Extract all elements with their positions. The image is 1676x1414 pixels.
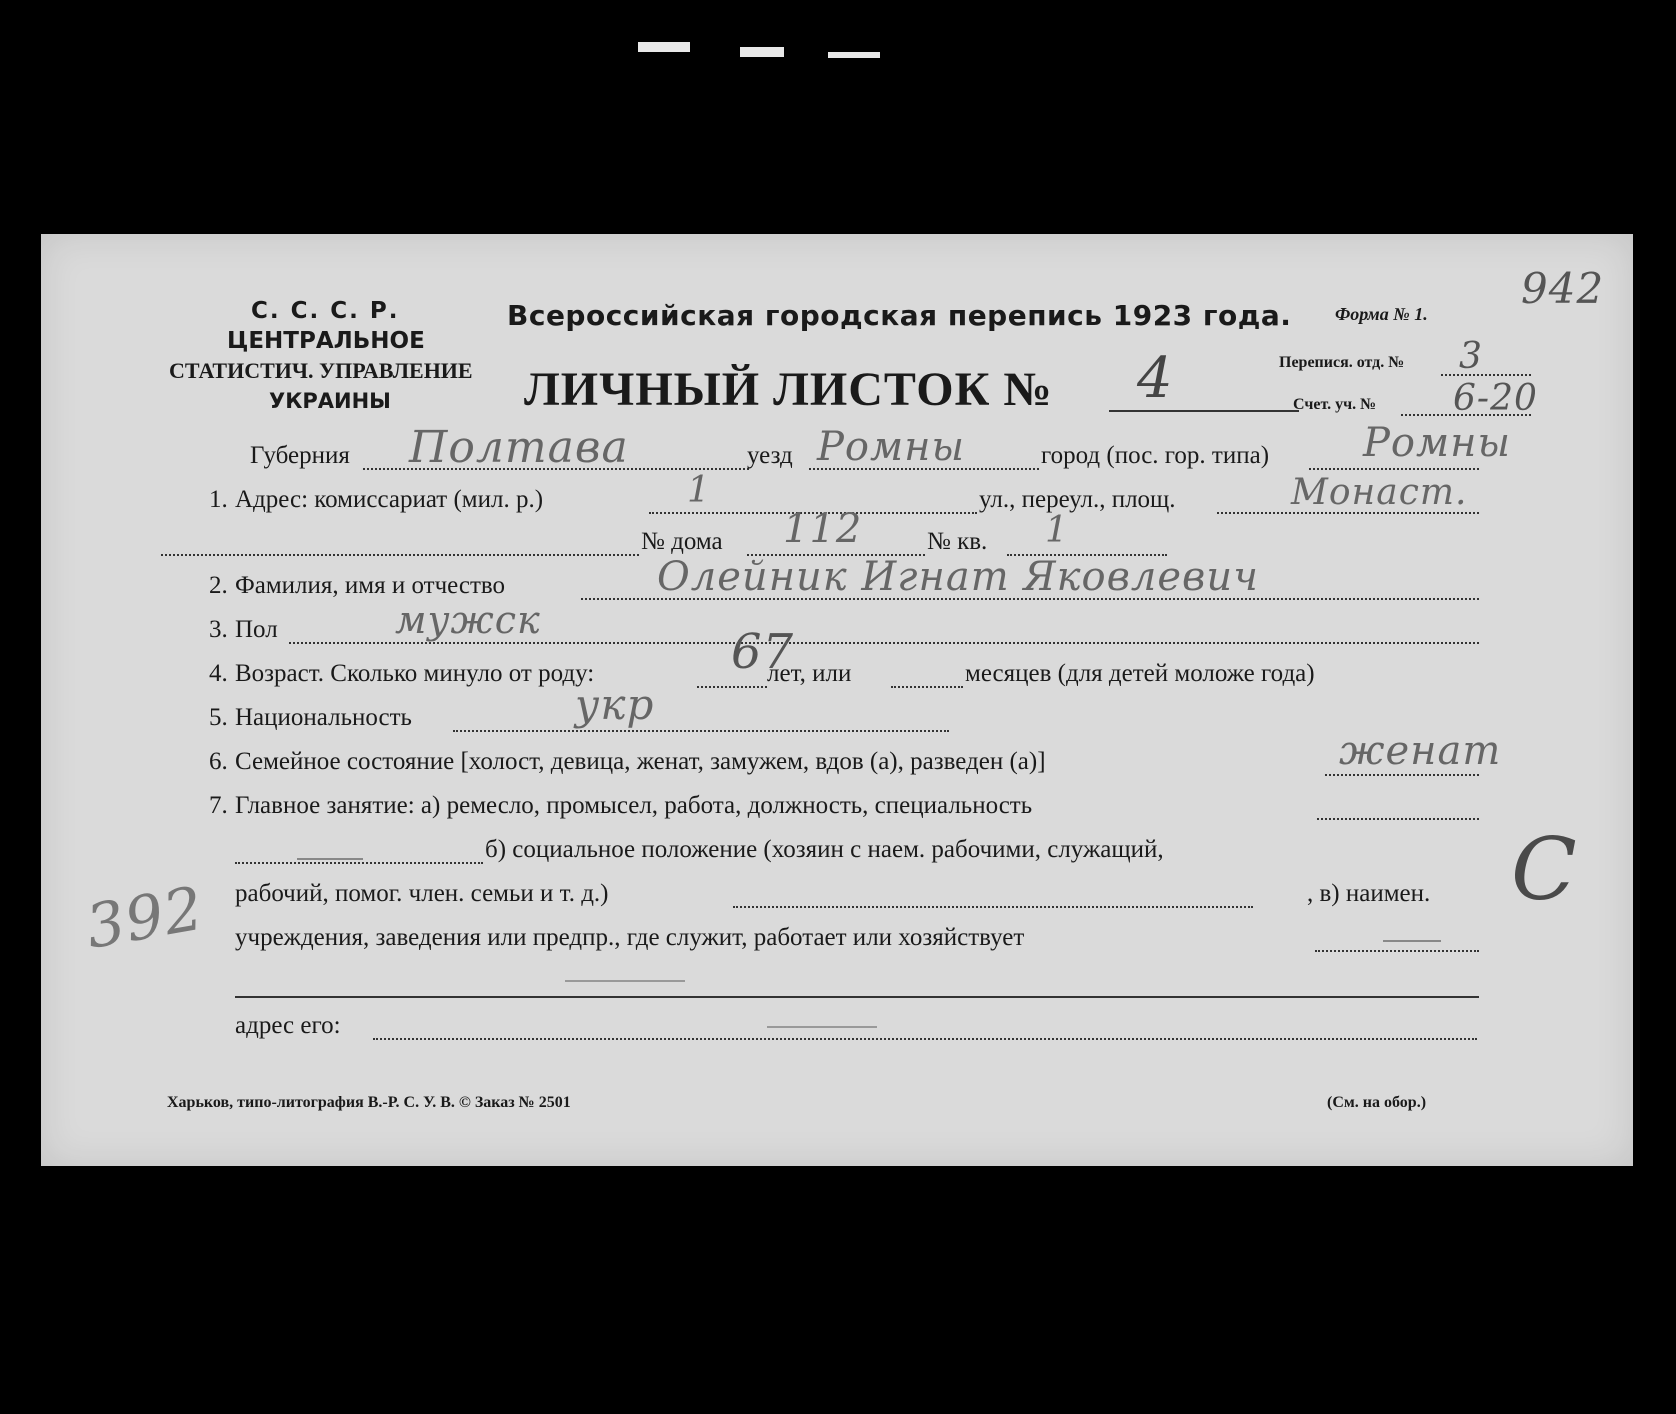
hw-street: Монаст. — [1291, 472, 1468, 513]
hw-archive-number: 942 — [1521, 264, 1605, 313]
q7-b2: рабочий, помог. член. семьи и т. д.) — [235, 880, 609, 907]
months-line — [891, 686, 963, 688]
q7-c: , в) наимен. — [1307, 880, 1431, 907]
pencil-stroke-1 — [297, 858, 363, 860]
occupation-line — [1317, 818, 1479, 820]
film-mark-2 — [740, 47, 784, 57]
uezd-label: уезд — [747, 442, 793, 469]
hw-age: 67 — [731, 624, 795, 680]
marital-line — [1325, 774, 1479, 776]
hw-census-dept: 3 — [1459, 336, 1483, 377]
org-line-3: СТАТИСТИЧ. УПРАВЛЕНИЕ — [169, 358, 473, 383]
film-mark-3 — [828, 52, 880, 58]
hw-district: 1 — [687, 470, 711, 511]
street-label: ул., переул., площ. — [979, 486, 1176, 513]
q1-number: 1. — [209, 486, 228, 513]
census-dept-line — [1441, 374, 1531, 376]
workplace-line — [1315, 950, 1479, 952]
address-extra-line — [161, 554, 639, 556]
form-number: Форма № 1. — [1335, 304, 1428, 324]
hw-sex: мужск — [395, 598, 541, 642]
q4-years: лет, или — [767, 660, 852, 687]
occupation-cont-line — [235, 862, 483, 864]
pencil-stroke-4 — [767, 1026, 877, 1028]
guberniya-label: Губерния — [250, 442, 350, 469]
q7-c2: учреждения, заведения или предпр., где служит, работает или хозяйствует — [235, 924, 1025, 951]
census-card — [41, 234, 1633, 1166]
hw-guberniya: Полтава — [409, 422, 629, 473]
social-line — [733, 906, 1253, 908]
q4-months: месяцев (для детей моложе года) — [965, 660, 1315, 687]
q4-label: Возраст. Сколько минуло от роду: — [235, 660, 595, 687]
hw-full-name: Олейник Игнат Яковлевич — [657, 554, 1259, 600]
q2-number: 2. — [209, 572, 228, 599]
q7-label: Главное занятие: а) ремесло, промысел, работа, должность, специальность — [235, 792, 1033, 819]
org-line-2: ЦЕНТРАЛЬНОЕ — [227, 328, 425, 354]
q3-number: 3. — [209, 616, 228, 643]
q4-number: 4. — [209, 660, 228, 687]
census-title: Всероссийская городская перепись 1923 года. — [507, 299, 1292, 332]
printer-imprint: Харьков, типо-литография В.-Р. С. У. В. © Заказ № 2501 — [167, 1094, 571, 1111]
census-dept-label: Перепися. отд. № — [1279, 354, 1405, 371]
city-line — [1309, 468, 1479, 470]
hw-margin-number: 392 — [81, 873, 209, 963]
pencil-stroke-3 — [565, 980, 685, 982]
hw-count-section: 6-20 — [1453, 378, 1538, 419]
workplace-line-2 — [235, 996, 1479, 998]
pencil-stroke-2 — [1383, 940, 1441, 942]
org-line-1: С. С. С. Р. — [251, 298, 400, 324]
q5-number: 5. — [209, 704, 228, 731]
address-label: адрес его: — [235, 1012, 341, 1039]
hw-sheet-number: 4 — [1137, 346, 1174, 411]
q6-label: Семейное состояние [холост, девица, женат, замужем, вдов (а), разведен (а)] — [235, 748, 1046, 775]
hw-apt: 1 — [1045, 510, 1069, 551]
hw-house: 112 — [783, 506, 863, 552]
q2-label: Фамилия, имя и отчество — [235, 572, 506, 599]
q5-label: Национальность — [235, 704, 412, 731]
count-section-label: Счет. уч. № — [1293, 396, 1377, 413]
age-line — [697, 686, 767, 688]
hw-nationality: укр — [575, 680, 655, 729]
q7-b: б) социальное положение (хозяин с наем. рабочими, служащий, — [485, 836, 1164, 863]
house-label: № дома — [641, 528, 723, 555]
q6-number: 6. — [209, 748, 228, 775]
nationality-line — [453, 730, 949, 732]
apt-label: № кв. — [927, 528, 988, 555]
sheet-title: ЛИЧНЫЙ ЛИСТОК № — [524, 363, 1053, 416]
hw-uezd: Ромны — [817, 424, 966, 470]
sex-line — [289, 642, 1479, 644]
hw-marital: женат — [1339, 728, 1502, 774]
city-label: город (пос. гор. типа) — [1041, 442, 1270, 469]
q7-number: 7. — [209, 792, 228, 819]
workplace-address-line — [373, 1038, 1477, 1040]
org-line-4: УКРАИНЫ — [269, 389, 391, 413]
see-reverse: (См. на обор.) — [1327, 1094, 1427, 1111]
hw-mark-c: С — [1511, 820, 1578, 920]
q3-label: Пол — [235, 616, 278, 643]
hw-city: Ромны — [1363, 420, 1512, 466]
film-mark-1 — [638, 42, 690, 52]
q1-label: Адрес: комиссариат (мил. р.) — [235, 486, 544, 513]
